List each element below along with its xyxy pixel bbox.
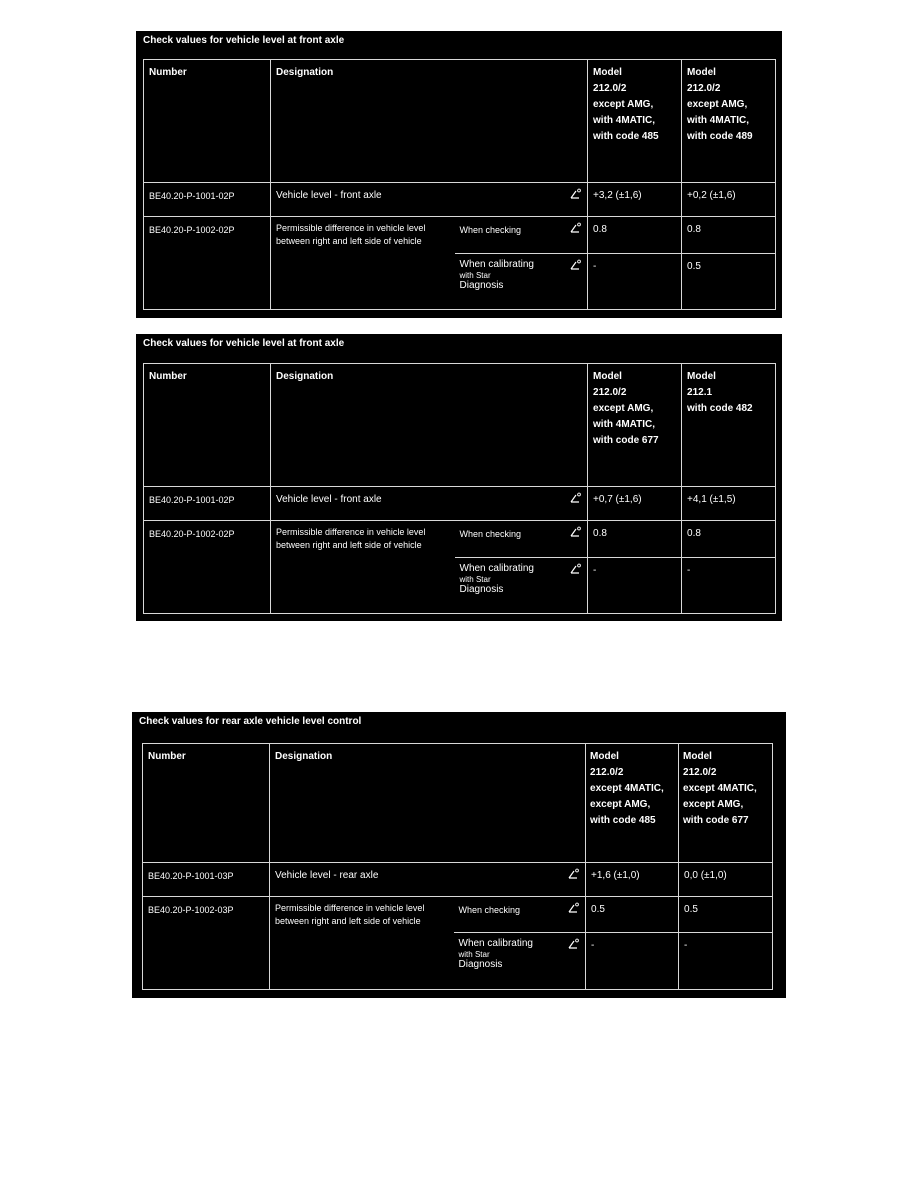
- header-model-a: Model 212.0/2 except 4MATIC, except AMG, with code 485: [586, 744, 679, 863]
- table-row: [144, 217, 776, 254]
- table-row: [144, 521, 776, 558]
- row-number: BE40.20-P-1002-03P: [143, 897, 270, 990]
- row-designation: Permissible difference in vehicle level between right and left side of vehicle: [271, 521, 455, 614]
- condition-calibrating: When calibrating with Star Diagnosis: [455, 558, 588, 614]
- header-designation: Designation: [271, 364, 588, 487]
- header-model-b: Model 212.0/2 except 4MATIC, except AMG, with code 677: [679, 744, 773, 863]
- check-value-a: 0.8: [588, 217, 682, 254]
- check-value-b: 0.8: [682, 521, 776, 558]
- calib-value-b: 0.5: [682, 254, 776, 310]
- panel-title: Check values for vehicle level at front axle: [143, 338, 345, 349]
- row-value-b: +4,1 (±1,5): [682, 487, 776, 521]
- calib-value-a: -: [588, 558, 682, 614]
- calib-value-b: -: [682, 558, 776, 614]
- check-values-table: [143, 59, 776, 310]
- check-value-b: 0.8: [682, 217, 776, 254]
- row-number: BE40.20-P-1001-02P: [144, 183, 271, 217]
- row-designation: Vehicle level - front axle: [271, 183, 588, 217]
- row-value-b: 0,0 (±1,0): [679, 863, 773, 897]
- angle-degree-icon: [570, 563, 581, 574]
- calib-value-b: -: [679, 933, 773, 990]
- angle-degree-icon: [568, 868, 579, 879]
- condition-calibrating: When calibrating with Star Diagnosis: [455, 254, 588, 310]
- table-row: [144, 487, 776, 521]
- calib-value-a: -: [586, 933, 679, 990]
- header-model-b: Model 212.0/2 except AMG, with 4MATIC, with code 489: [682, 60, 776, 183]
- check-values-panel-1: [136, 31, 782, 318]
- panel-title: Check values for vehicle level at front axle: [143, 35, 345, 46]
- header-model-a: Model 212.0/2 except AMG, with 4MATIC, with code 485: [588, 60, 682, 183]
- row-value-a: +3,2 (±1,6): [588, 183, 682, 217]
- header-row: [144, 364, 776, 487]
- row-number: BE40.20-P-1001-02P: [144, 487, 271, 521]
- check-values-table: [142, 743, 773, 990]
- header-number: Number: [144, 60, 271, 183]
- check-values-table: [143, 363, 776, 614]
- angle-degree-icon: [570, 188, 581, 199]
- angle-degree-icon: [570, 526, 581, 537]
- check-value-a: 0.5: [586, 897, 679, 933]
- condition-checking: When checking: [455, 521, 588, 558]
- condition-checking: When checking: [454, 897, 586, 933]
- calib-value-a: -: [588, 254, 682, 310]
- angle-degree-icon: [570, 492, 581, 503]
- table-row: [143, 863, 773, 897]
- table-row: [143, 897, 773, 933]
- header-row: [143, 744, 773, 863]
- header-designation: Designation: [271, 60, 588, 183]
- row-value-b: +0,2 (±1,6): [682, 183, 776, 217]
- angle-degree-icon: [568, 938, 579, 949]
- check-value-a: 0.8: [588, 521, 682, 558]
- row-designation: Vehicle level - front axle: [271, 487, 588, 521]
- table-row: [144, 183, 776, 217]
- panel-title: Check values for rear axle vehicle level control: [139, 716, 362, 727]
- header-designation: Designation: [270, 744, 586, 863]
- row-value-a: +1,6 (±1,0): [586, 863, 679, 897]
- check-values-panel-2: [136, 334, 782, 621]
- row-number: BE40.20-P-1002-02P: [144, 521, 271, 614]
- check-value-b: 0.5: [679, 897, 773, 933]
- row-designation: Permissible difference in vehicle level between right and left side of vehicle: [271, 217, 455, 310]
- header-model-b: Model 212.1 with code 482: [682, 364, 776, 487]
- header-number: Number: [143, 744, 270, 863]
- angle-degree-icon: [570, 222, 581, 233]
- header-number: Number: [144, 364, 271, 487]
- condition-checking: When checking: [455, 217, 588, 254]
- header-row: [144, 60, 776, 183]
- condition-calibrating: When calibrating with Star Diagnosis: [454, 933, 586, 990]
- row-number: BE40.20-P-1002-02P: [144, 217, 271, 310]
- header-model-a: Model 212.0/2 except AMG, with 4MATIC, with code 677: [588, 364, 682, 487]
- angle-degree-icon: [570, 259, 581, 270]
- row-value-a: +0,7 (±1,6): [588, 487, 682, 521]
- row-designation: Vehicle level - rear axle: [270, 863, 586, 897]
- angle-degree-icon: [568, 902, 579, 913]
- row-designation: Permissible difference in vehicle level between right and left side of vehicle: [270, 897, 454, 990]
- check-values-panel-3: [132, 712, 786, 998]
- row-number: BE40.20-P-1001-03P: [143, 863, 270, 897]
